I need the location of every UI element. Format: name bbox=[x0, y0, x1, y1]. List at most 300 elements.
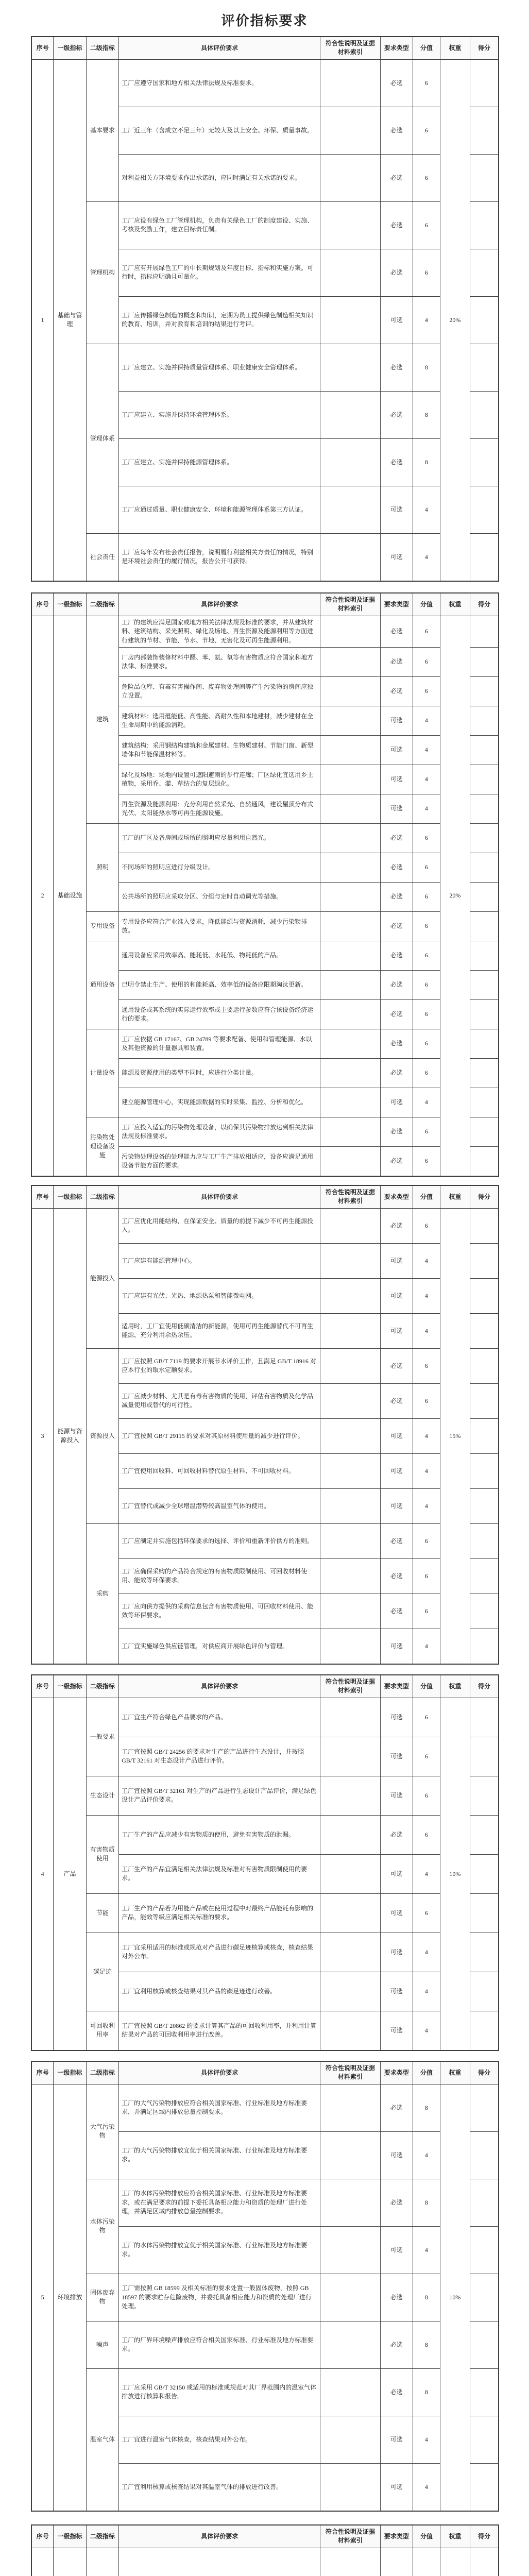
obtained-score-cell[interactable] bbox=[470, 765, 498, 794]
requirement-text: 公共场所的照明应采取分区、分组与定时自动调光等措施。 bbox=[119, 882, 320, 911]
section-table bbox=[31, 2525, 499, 2576]
requirement-type: 可选 bbox=[380, 1278, 413, 1313]
table-row bbox=[32, 2084, 499, 2131]
evidence-cell[interactable] bbox=[320, 706, 380, 735]
header-get: 得分 bbox=[470, 594, 498, 616]
evidence-cell[interactable] bbox=[320, 1313, 380, 1348]
requirement-type: 可选 bbox=[380, 1313, 413, 1348]
header-get: 得分 bbox=[470, 37, 498, 60]
requirement-text: 工厂的水体污染物排放宜优于相关国家标准、行业标准及地方标准要求。 bbox=[119, 2226, 320, 2274]
section-seq bbox=[32, 2548, 54, 2576]
score-value: 6 bbox=[413, 154, 440, 201]
section-seq: 5 bbox=[32, 2084, 54, 2511]
requirement-type: 必选 bbox=[380, 2368, 413, 2416]
requirement-type: 可选 bbox=[380, 1629, 413, 1664]
obtained-score-cell[interactable] bbox=[470, 616, 498, 647]
evidence-cell[interactable] bbox=[320, 2226, 380, 2274]
obtained-score-cell[interactable] bbox=[470, 1418, 498, 1453]
evidence-cell[interactable] bbox=[320, 853, 380, 882]
section-sheet bbox=[31, 592, 499, 1177]
requirement-type: 必选 bbox=[380, 2084, 413, 2131]
evidence-cell[interactable] bbox=[320, 1117, 380, 1146]
header-l2: 二级指标 bbox=[86, 2062, 118, 2084]
obtained-score-cell[interactable] bbox=[470, 1815, 498, 1854]
obtained-score-cell[interactable] bbox=[470, 2011, 498, 2050]
evidence-cell[interactable] bbox=[320, 735, 380, 765]
header-doc: 符合性说明及证据材料索引 bbox=[320, 1675, 380, 1698]
score-value: 8 bbox=[413, 2179, 440, 2226]
requirement-text: 工厂的大气污染物排放宜优于相关国家标准、行业标准及地方标准要求。 bbox=[119, 2131, 320, 2179]
header-req: 具体评价要求 bbox=[119, 1186, 320, 1209]
group-level2: 水体污染物 bbox=[86, 2179, 118, 2274]
requirement-type: 必选 bbox=[380, 2179, 413, 2226]
table-row bbox=[32, 1208, 499, 1243]
obtained-score-cell[interactable] bbox=[470, 853, 498, 882]
evidence-cell[interactable] bbox=[320, 154, 380, 201]
group-level2: 专用设备 bbox=[86, 911, 118, 941]
header-type: 要求类型 bbox=[380, 2526, 413, 2548]
table-row bbox=[32, 1117, 499, 1146]
header-type: 要求类型 bbox=[380, 1186, 413, 1209]
requirement-text: 工厂的建筑应满足国家或地方相关法律法规及标准的要求，并从建筑材料、建筑结构、采光照明、绿化及场地、再生资源及能源利用等方面进行建筑的节材、节能、节水、节地、无害化及可再生能源利用。 bbox=[119, 616, 320, 647]
group-level2: 管理机构 bbox=[86, 201, 118, 344]
score-value: 6 bbox=[413, 107, 440, 154]
evidence-cell[interactable] bbox=[320, 1854, 380, 1893]
requirement-text: 工厂应设有绿色工厂管理机构，负责有关绿色工厂的制度建设、实施、考核及奖励工作，建立目标责任制。 bbox=[119, 201, 320, 249]
evidence-cell[interactable] bbox=[320, 1629, 380, 1664]
header-l2: 二级指标 bbox=[86, 2526, 118, 2548]
requirement-type: 可选 bbox=[380, 2416, 413, 2463]
obtained-score-cell[interactable] bbox=[470, 1972, 498, 2011]
requirement-type: 必选 bbox=[380, 201, 413, 249]
group-level2: 采购 bbox=[86, 1523, 118, 1664]
header-score: 分值 bbox=[413, 1675, 440, 1698]
obtained-score-cell[interactable] bbox=[470, 2463, 498, 2511]
evidence-cell[interactable] bbox=[320, 59, 380, 107]
requirement-type: 可选 bbox=[380, 2011, 413, 2050]
header-get: 得分 bbox=[470, 1186, 498, 1209]
obtained-score-cell[interactable] bbox=[470, 2179, 498, 2226]
obtained-score-cell[interactable] bbox=[470, 970, 498, 999]
evidence-cell[interactable] bbox=[320, 1972, 380, 2011]
evidence-cell[interactable] bbox=[320, 2548, 380, 2576]
requirement-text: 工厂宜使用回收料、可回收材料替代原生材料、不可回收材料。 bbox=[119, 1453, 320, 1488]
evidence-cell[interactable] bbox=[320, 438, 380, 486]
header-l2: 二级指标 bbox=[86, 1675, 118, 1698]
obtained-score-cell[interactable] bbox=[470, 823, 498, 853]
requirement-text: 工厂应通过质量、职业健康安全、环境和能源管理体系第三方认证。 bbox=[119, 486, 320, 533]
evidence-cell[interactable] bbox=[320, 2084, 380, 2131]
section-sheet bbox=[31, 1674, 499, 2051]
obtained-score-cell[interactable] bbox=[470, 2226, 498, 2274]
evidence-cell[interactable] bbox=[320, 1815, 380, 1854]
evidence-cell[interactable] bbox=[320, 1594, 380, 1629]
score-value: 6 bbox=[413, 1383, 440, 1418]
requirement-text: 工厂的大气污染物排放应符合相关国家标准、行业标准及地方标准要求，并满足区域内排放总量控制要求。 bbox=[119, 2084, 320, 2131]
requirement-type: 必选 bbox=[380, 1523, 413, 1558]
group-level2: 社会责任 bbox=[86, 533, 118, 581]
group-level2: 大气污染物 bbox=[86, 2084, 118, 2179]
header-doc: 符合性说明及证据材料索引 bbox=[320, 2062, 380, 2084]
header-get: 得分 bbox=[470, 2062, 498, 2084]
evidence-cell[interactable] bbox=[320, 765, 380, 794]
obtained-score-cell[interactable] bbox=[470, 1698, 498, 1737]
requirement-type: 必选 bbox=[380, 676, 413, 706]
header-type: 要求类型 bbox=[380, 2062, 413, 2084]
score-value: 6 bbox=[413, 911, 440, 941]
evidence-cell[interactable] bbox=[320, 2416, 380, 2463]
obtained-score-cell[interactable] bbox=[470, 1453, 498, 1488]
header-weight: 权重 bbox=[440, 37, 470, 60]
evidence-cell[interactable] bbox=[320, 1058, 380, 1088]
page-title: 评价指标要求 bbox=[221, 13, 308, 28]
requirement-text: 工厂的厂界环境噪声排放应符合相关国家标准、行业标准及地方标准要求。 bbox=[119, 2321, 320, 2368]
section-table bbox=[31, 1185, 499, 1664]
obtained-score-cell[interactable] bbox=[470, 201, 498, 249]
score-value: 8 bbox=[413, 2321, 440, 2368]
requirement-type: 可选 bbox=[380, 533, 413, 581]
evidence-cell[interactable] bbox=[320, 1523, 380, 1558]
obtained-score-cell[interactable] bbox=[470, 107, 498, 154]
requirement-text: 厂房内部装饰装修材料中醛、苯、氨、氡等有害物质应符合国家和地方法律、标准要求。 bbox=[119, 647, 320, 676]
obtained-score-cell[interactable] bbox=[470, 794, 498, 823]
table-row bbox=[32, 2011, 499, 2050]
header-row bbox=[32, 2526, 499, 2548]
requirement-type: 必选 bbox=[380, 249, 413, 296]
obtained-score-cell[interactable] bbox=[470, 941, 498, 970]
obtained-score-cell[interactable] bbox=[470, 154, 498, 201]
requirement-text: 工厂应传播绿色制造的概念和知识，定期为员工提供绿色制造相关知识的教育、培训，并对教育和培训的结果进行考评。 bbox=[119, 296, 320, 344]
evidence-cell[interactable] bbox=[320, 823, 380, 853]
score-value: 6 bbox=[413, 999, 440, 1029]
evidence-cell[interactable] bbox=[320, 249, 380, 296]
requirement-text: 工厂宜按照 GB/T 29115 的要求对其原材料使用量的减少进行评价。 bbox=[119, 1418, 320, 1453]
score-value: 6 bbox=[413, 676, 440, 706]
evidence-cell[interactable] bbox=[320, 344, 380, 391]
score-value: 4 bbox=[413, 794, 440, 823]
score-value: 6 bbox=[413, 882, 440, 911]
obtained-score-cell[interactable] bbox=[470, 1594, 498, 1629]
obtained-score-cell[interactable] bbox=[470, 59, 498, 107]
requirement-type: 必选 bbox=[380, 391, 413, 438]
evidence-cell[interactable] bbox=[320, 1243, 380, 1278]
score-value: 6 bbox=[413, 1594, 440, 1629]
header-doc: 符合性说明及证据材料索引 bbox=[320, 2526, 380, 2548]
score-value: 4 bbox=[413, 1972, 440, 2011]
section-sheet bbox=[31, 1185, 499, 1665]
evidence-cell[interactable] bbox=[320, 647, 380, 676]
evidence-cell[interactable] bbox=[320, 1208, 380, 1243]
header-type: 要求类型 bbox=[380, 594, 413, 616]
obtained-score-cell[interactable] bbox=[470, 1088, 498, 1117]
evidence-cell[interactable] bbox=[320, 1146, 380, 1176]
header-l1: 一级指标 bbox=[54, 2526, 86, 2548]
header-score: 分值 bbox=[413, 594, 440, 616]
evidence-cell[interactable] bbox=[320, 533, 380, 581]
requirement-type: 必选 bbox=[380, 2274, 413, 2321]
section-weight: 20% bbox=[440, 616, 470, 1176]
section-level1: 环境排放 bbox=[54, 2084, 86, 2511]
header-row bbox=[32, 37, 499, 60]
score-value: 4 bbox=[413, 2011, 440, 2050]
requirement-text: 危险品仓库、有毒有害操作间、废弃物处理间等产生污染物的房间应独立设置。 bbox=[119, 676, 320, 706]
obtained-score-cell[interactable] bbox=[470, 2131, 498, 2179]
requirement-text: 不同场所的照明应进行分级设计。 bbox=[119, 853, 320, 882]
score-value bbox=[413, 2548, 440, 2576]
obtained-score-cell[interactable] bbox=[470, 1348, 498, 1383]
header-weight: 权重 bbox=[440, 594, 470, 616]
score-value: 6 bbox=[413, 1893, 440, 1933]
evidence-cell[interactable] bbox=[320, 1418, 380, 1453]
obtained-score-cell[interactable] bbox=[470, 344, 498, 391]
obtained-score-cell[interactable] bbox=[470, 1243, 498, 1278]
evidence-cell[interactable] bbox=[320, 1029, 380, 1058]
group-level2: 固体废弃物 bbox=[86, 2274, 118, 2321]
evidence-cell[interactable] bbox=[320, 941, 380, 970]
obtained-score-cell[interactable] bbox=[470, 296, 498, 344]
obtained-score-cell[interactable] bbox=[470, 1029, 498, 1058]
score-value: 8 bbox=[413, 2084, 440, 2131]
obtained-score-cell[interactable] bbox=[470, 533, 498, 581]
evidence-cell[interactable] bbox=[320, 1776, 380, 1815]
obtained-score-cell[interactable] bbox=[470, 1146, 498, 1176]
obtained-score-cell[interactable] bbox=[470, 1737, 498, 1776]
obtained-score-cell[interactable] bbox=[470, 391, 498, 438]
requirement-text: 工厂应建立、实施并保持环境管理体系。 bbox=[119, 391, 320, 438]
score-value: 6 bbox=[413, 970, 440, 999]
table-row bbox=[32, 616, 499, 647]
score-value: 4 bbox=[413, 1453, 440, 1488]
requirement-text: 工厂应优化用能结构，在保证安全、质量的前提下减少不可再生能源投入。 bbox=[119, 1208, 320, 1243]
evidence-cell[interactable] bbox=[320, 794, 380, 823]
evidence-cell[interactable] bbox=[320, 2179, 380, 2226]
section-weight: 10% bbox=[440, 2084, 470, 2511]
requirement-text: 对利益相关方环境要求作出承诺的，应同时满足有关承诺的要求。 bbox=[119, 154, 320, 201]
obtained-score-cell[interactable] bbox=[470, 1629, 498, 1664]
requirement-text: 工厂宜替代或减少全球增温潜势较高温室气体的使用。 bbox=[119, 1488, 320, 1523]
requirement-type: 必选 bbox=[380, 107, 413, 154]
requirement-text: 建筑结构：采用钢结构建筑和金属建材、生物质建材、节能门窗、新型墙体和节能保温材料等。 bbox=[119, 735, 320, 765]
obtained-score-cell[interactable] bbox=[470, 882, 498, 911]
obtained-score-cell[interactable] bbox=[470, 2548, 498, 2576]
evidence-cell[interactable] bbox=[320, 2321, 380, 2368]
section-level1 bbox=[54, 2548, 86, 2576]
table-row bbox=[32, 911, 499, 941]
obtained-score-cell[interactable] bbox=[470, 438, 498, 486]
group-level2: 有害物质使用 bbox=[86, 1815, 118, 1893]
requirement-text: 工厂应建有光伏、光热、地源热泵和智能微电网。 bbox=[119, 1278, 320, 1313]
requirement-text: 工厂应按照 GB/T 7119 的要求开展节水评价工作，且满足 GB/T 18916 对应本行业的取水定额要求。 bbox=[119, 1348, 320, 1383]
requirement-type: 可选 bbox=[380, 1453, 413, 1488]
requirement-text: 工厂的水体污染物排放应符合相关国家标准、行业标准及地方标准要求，或在满足要求的前提下委托具备相应能力和资质的处理厂进行处理，并满足区域内排放总量控制要求。 bbox=[119, 2179, 320, 2226]
requirement-text: 工厂宜采用适用的标准或规范对产品进行碳足迹核算或核查，核查结果对外公布。 bbox=[119, 1933, 320, 1972]
obtained-score-cell[interactable] bbox=[470, 1558, 498, 1594]
header-doc: 符合性说明及证据材料索引 bbox=[320, 1186, 380, 1209]
evidence-cell[interactable] bbox=[320, 676, 380, 706]
evidence-cell[interactable] bbox=[320, 391, 380, 438]
obtained-score-cell[interactable] bbox=[470, 249, 498, 296]
table-row bbox=[32, 2368, 499, 2416]
score-value: 6 bbox=[413, 1058, 440, 1088]
evidence-cell[interactable] bbox=[320, 1558, 380, 1594]
obtained-score-cell[interactable] bbox=[470, 1933, 498, 1972]
score-value: 8 bbox=[413, 2274, 440, 2321]
obtained-score-cell[interactable] bbox=[470, 2084, 498, 2131]
evidence-cell[interactable] bbox=[320, 1893, 380, 1933]
score-value: 4 bbox=[413, 1418, 440, 1453]
table-row bbox=[32, 2274, 499, 2321]
score-value: 6 bbox=[413, 1776, 440, 1815]
requirement-text: 工厂应有开展绿色工厂的中长期规划及年度目标、指标和实施方案。可行时，指标应明确且可量化。 bbox=[119, 249, 320, 296]
requirement-type: 可选 bbox=[380, 735, 413, 765]
group-level2: 管理体系 bbox=[86, 344, 118, 533]
evidence-cell[interactable] bbox=[320, 1278, 380, 1313]
obtained-score-cell[interactable] bbox=[470, 2274, 498, 2321]
evidence-cell[interactable] bbox=[320, 486, 380, 533]
requirement-type: 必选 bbox=[380, 59, 413, 107]
evidence-cell[interactable] bbox=[320, 1453, 380, 1488]
obtained-score-cell[interactable] bbox=[470, 706, 498, 735]
evidence-cell[interactable] bbox=[320, 882, 380, 911]
obtained-score-cell[interactable] bbox=[470, 2321, 498, 2368]
evidence-cell[interactable] bbox=[320, 616, 380, 647]
obtained-score-cell[interactable] bbox=[470, 1383, 498, 1418]
header-type: 要求类型 bbox=[380, 1675, 413, 1698]
evidence-cell[interactable] bbox=[320, 1383, 380, 1418]
section-weight: 15% bbox=[440, 1208, 470, 1664]
obtained-score-cell[interactable] bbox=[470, 1058, 498, 1088]
requirement-type: 必选 bbox=[380, 1058, 413, 1088]
score-value: 4 bbox=[413, 1488, 440, 1523]
requirement-text: 专用设备应符合产业准入要求，降低能源与资源消耗，减少污染物排放。 bbox=[119, 911, 320, 941]
evidence-cell[interactable] bbox=[320, 2274, 380, 2321]
score-value: 4 bbox=[413, 533, 440, 581]
evidence-cell[interactable] bbox=[320, 201, 380, 249]
requirement-text: 建立能源管理中心，实现能源数据的实时采集、监控、分析和优化。 bbox=[119, 1088, 320, 1117]
evidence-cell[interactable] bbox=[320, 107, 380, 154]
obtained-score-cell[interactable] bbox=[470, 1313, 498, 1348]
header-row bbox=[32, 2062, 499, 2084]
group-level2: 资源投入 bbox=[86, 1348, 118, 1523]
obtained-score-cell[interactable] bbox=[470, 1208, 498, 1243]
evidence-cell[interactable] bbox=[320, 1698, 380, 1737]
requirement-type: 必选 bbox=[380, 438, 413, 486]
score-value: 4 bbox=[413, 2463, 440, 2511]
score-value: 4 bbox=[413, 1629, 440, 1664]
evidence-cell[interactable] bbox=[320, 2368, 380, 2416]
score-value: 4 bbox=[413, 2416, 440, 2463]
evidence-cell[interactable] bbox=[320, 1348, 380, 1383]
header-l1: 一级指标 bbox=[54, 2062, 86, 2084]
section-level1: 基础设施 bbox=[54, 616, 86, 1176]
requirement-text: 工厂宜按照 GB/T 20862 的要求计算其产品的可回收利用率，并利用计算结果对产品的可回收利用率进行改善。 bbox=[119, 2011, 320, 2050]
table-row bbox=[32, 59, 499, 107]
requirement-type: 可选 bbox=[380, 1933, 413, 1972]
evidence-cell[interactable] bbox=[320, 999, 380, 1029]
section-seq: 2 bbox=[32, 616, 54, 1176]
table-row bbox=[32, 1348, 499, 1383]
requirement-type: 必选 bbox=[380, 1208, 413, 1243]
evidence-cell[interactable] bbox=[320, 296, 380, 344]
obtained-score-cell[interactable] bbox=[470, 1854, 498, 1893]
section-sheet bbox=[31, 2061, 499, 2512]
table-row bbox=[32, 941, 499, 970]
obtained-score-cell[interactable] bbox=[470, 2416, 498, 2463]
requirement-type: 必选 bbox=[380, 853, 413, 882]
header-l2: 二级指标 bbox=[86, 594, 118, 616]
obtained-score-cell[interactable] bbox=[470, 676, 498, 706]
obtained-score-cell[interactable] bbox=[470, 735, 498, 765]
score-value: 8 bbox=[413, 2368, 440, 2416]
requirement-type: 必选 bbox=[380, 1146, 413, 1176]
table-row bbox=[32, 1523, 499, 1558]
score-value: 4 bbox=[413, 735, 440, 765]
obtained-score-cell[interactable] bbox=[470, 1117, 498, 1146]
obtained-score-cell[interactable] bbox=[470, 999, 498, 1029]
score-value: 4 bbox=[413, 1088, 440, 1117]
obtained-score-cell[interactable] bbox=[470, 911, 498, 941]
score-value: 4 bbox=[413, 1313, 440, 1348]
table-row bbox=[32, 1029, 499, 1058]
obtained-score-cell[interactable] bbox=[470, 1893, 498, 1933]
header-l1: 一级指标 bbox=[54, 37, 86, 60]
evidence-cell[interactable] bbox=[320, 1737, 380, 1776]
requirement-text: 工厂应减少材料、尤其是有毒有害物质的使用，评估有害物质及化学品减量使用或替代的可行性。 bbox=[119, 1383, 320, 1418]
requirement-text: 能源及资源使用的类型不同时，应进行分类计量。 bbox=[119, 1058, 320, 1088]
obtained-score-cell[interactable] bbox=[470, 1278, 498, 1313]
evidence-cell[interactable] bbox=[320, 970, 380, 999]
requirement-text: 工厂宜按照 GB/T 24256 的要求对生产的产品进行生态设计，并按照 GB/T 32161 对生态设计产品进行评价。 bbox=[119, 1737, 320, 1776]
obtained-score-cell[interactable] bbox=[470, 647, 498, 676]
group-level2: 照明 bbox=[86, 823, 118, 911]
score-value: 6 bbox=[413, 1523, 440, 1558]
header-weight: 权重 bbox=[440, 2526, 470, 2548]
evidence-cell[interactable] bbox=[320, 1933, 380, 1972]
evidence-cell[interactable] bbox=[320, 1088, 380, 1117]
score-value: 6 bbox=[413, 1117, 440, 1146]
obtained-score-cell[interactable] bbox=[470, 1776, 498, 1815]
requirement-text: 工厂宜实施绿色供应链管理，对供应商开展绿色评价与管理。 bbox=[119, 1629, 320, 1664]
obtained-score-cell[interactable] bbox=[470, 2368, 498, 2416]
obtained-score-cell[interactable] bbox=[470, 486, 498, 533]
requirement-type: 必选 bbox=[380, 941, 413, 970]
requirement-type: 可选 bbox=[380, 2131, 413, 2179]
evidence-cell[interactable] bbox=[320, 911, 380, 941]
score-value: 6 bbox=[413, 853, 440, 882]
obtained-score-cell[interactable] bbox=[470, 1523, 498, 1558]
score-value: 6 bbox=[413, 1737, 440, 1776]
evidence-cell[interactable] bbox=[320, 2011, 380, 2050]
obtained-score-cell[interactable] bbox=[470, 1488, 498, 1523]
requirement-text: 工厂应建立、实施并保持能源管理体系。 bbox=[119, 438, 320, 486]
score-value: 6 bbox=[413, 249, 440, 296]
requirement-text bbox=[119, 2548, 320, 2576]
section-sheet bbox=[31, 2524, 499, 2576]
header-weight: 权重 bbox=[440, 1675, 470, 1698]
header-seq: 序号 bbox=[32, 594, 54, 616]
table-row bbox=[32, 344, 499, 391]
evidence-cell[interactable] bbox=[320, 2463, 380, 2511]
score-value: 6 bbox=[413, 1558, 440, 1594]
table-row bbox=[32, 533, 499, 581]
table-row bbox=[32, 1698, 499, 1737]
header-row bbox=[32, 1675, 499, 1698]
requirement-text: 再生资源及能源利用：充分利用自然采光、自然通风，建设屋顶分布式光伏、太阳能热水等可再生能源设施。 bbox=[119, 794, 320, 823]
score-value: 6 bbox=[413, 1146, 440, 1176]
evidence-cell[interactable] bbox=[320, 2131, 380, 2179]
requirement-type: 可选 bbox=[380, 1893, 413, 1933]
evidence-cell[interactable] bbox=[320, 1488, 380, 1523]
